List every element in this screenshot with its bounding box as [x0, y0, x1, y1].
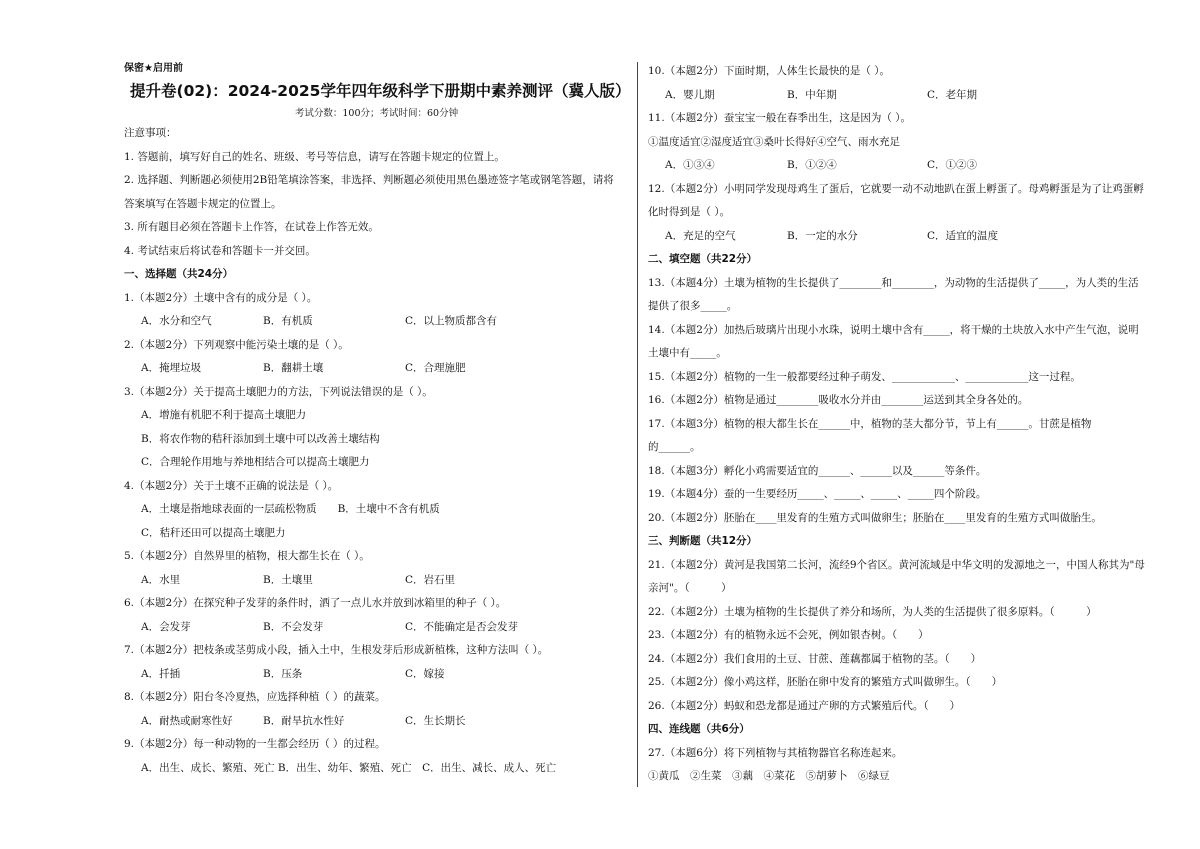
judge-line: 21.（本题2分）黄河是我国第二长河，流经9个省区。黄河流域是中华文明的发源地之一，中国人称其为"母	[648, 558, 1145, 571]
question-12: 12.（本题2分）小明同学发现母鸡生了蛋后，它就要一动不动地趴在蛋上孵蛋了。母鸡孵蛋是为了让鸡蛋孵	[648, 182, 1144, 195]
option-c: C．合理轮作用地与养地相结合可以提高土壤肥力	[141, 456, 370, 468]
question-6-options	[124, 616, 629, 640]
question-10: 10.（本题2分）下面时期，人体生长最快的是（ ）。	[648, 65, 890, 77]
question-9-options: A．出生、成长、繁殖、死亡 B．出生、幼年、繁殖、死亡 C．出生、减长、成人、死亡	[141, 761, 557, 774]
option-c: C．以上物质都含有	[405, 315, 498, 327]
question-12-options	[648, 225, 1163, 249]
judge-line: 25.（本题2分）像小鸡这样，胚胎在卵中发育的繁殖方式叫做卵生。（ ）	[648, 676, 1003, 688]
option-a: A．扦插	[141, 667, 181, 680]
option-b: B．耐旱抗水性好	[263, 714, 345, 727]
question-27: 27.（本题6分）将下列植物与其植物器官名称连起来。	[648, 746, 903, 759]
confidential-label: 保密★启用前	[124, 63, 183, 74]
judge-line: 24.（本题2分）我们食用的土豆、甘蔗、莲藕都属于植物的茎。（ ）	[648, 652, 982, 665]
fill-line: 提供了很多_____。	[648, 300, 738, 312]
option-a: A．耐热或耐寒性好	[141, 714, 233, 727]
option-c: C．嫁接	[405, 667, 445, 680]
fill-line: 18.（本题3分）孵化小鸡需要适宜的______、______以及______等条件。	[648, 464, 987, 477]
fill-line: 土壤中有_____。	[648, 347, 727, 359]
note-item: 答案填写在答题卡规定的位置上。	[124, 197, 282, 210]
question-2: 2.（本题2分）下列观察中能污染土壤的是（ ）。	[124, 338, 349, 351]
option-c: C．生长期长	[405, 714, 466, 727]
option-b: B．一定的水分	[787, 229, 858, 242]
option-a: A．水里	[141, 573, 181, 586]
fill-line: 16.（本题2分）植物是通过________吸收水分并由________运送到其全身各处的。	[648, 394, 1029, 406]
question-4-options-line2: C．秸秆还田可以提高土壤肥力	[141, 526, 286, 539]
left-column	[124, 60, 629, 780]
exam-title: 提升卷(02)：2024-2025学年四年级科学下册期中素养测评（冀人版）	[130, 82, 631, 100]
note-item: 1. 答题前，填写好自己的姓名、班级、考号等信息，请写在答题卡规定的位置上。	[124, 150, 505, 163]
option-a: A．会发芽	[141, 620, 191, 633]
question-11: 11.（本题2分）蚕宝宝一般在春季出生，这是因为（ ）。	[648, 112, 911, 124]
note-item: 4. 考试结束后将试卷和答题卡一并交回。	[124, 244, 316, 257]
question-3: 3.（本题2分）关于提高土壤肥力的方法，下列说法错误的是（ ）。	[124, 385, 433, 398]
fill-line: 19.（本题4分）蚕的一生要经历_____、_____、_____、_____四个阶段。	[648, 488, 987, 500]
option-c: C．适宜的温度	[927, 229, 999, 242]
section-heading-fill: 二、填空题（共22分）	[648, 253, 758, 265]
option-a: A．充足的空气	[665, 229, 736, 242]
option-c: C．①②③	[927, 159, 978, 171]
question-4: 4.（本题2分）关于土壤不正确的说法是（ ）。	[124, 479, 339, 492]
question-2-options	[124, 357, 629, 381]
question-5-options	[124, 569, 629, 593]
question-9: 9.（本题2分）每一种动物的一生都会经历（ ）的过程。	[124, 738, 386, 750]
question-4-options-line1: A．土壤是指地球表面的一层疏松物质 B．土壤中不含有机质	[141, 503, 440, 515]
judge-line: 22.（本题2分）土壤为植物的生长提供了养分和场所，为人类的生活提供了很多原料。（ ）	[648, 605, 1097, 618]
question-7-options	[124, 663, 629, 687]
matching-items: ①黄瓜 ②生菜 ③藕 ④菜花 ⑤胡萝卜 ⑥绿豆	[648, 770, 890, 782]
option-b: B．翻耕土壤	[263, 362, 324, 374]
question-5: 5.（本题2分）自然界里的植物，根大都生长在（ ）。	[124, 550, 370, 562]
right-column	[648, 60, 1163, 789]
section-heading-judge: 三、判断题（共12分）	[648, 535, 758, 547]
judge-line: 23.（本题2分）有的植物永远不会死，例如银杏树。（ ）	[648, 629, 929, 641]
option-a: A．增施有机肥不利于提高土壤肥力	[141, 409, 307, 421]
option-c: C．合理施肥	[405, 362, 466, 374]
judge-line: 亲河"。（ ）	[648, 582, 732, 594]
fill-line: 20.（本题2分）胚胎在____里发育的生殖方式叫做卵生；胚胎在____里发育的生殖方式叫做胎生。	[648, 511, 1102, 524]
option-b: B．土壤里	[263, 573, 313, 586]
question-1: 1.（本题2分）土壤中含有的成分是（ ）。	[124, 291, 318, 304]
fill-line: 17.（本题3分）植物的根大都生长在______中，植物的茎大都分节，节上有______。甘蔗是植物	[648, 417, 1092, 430]
score-info: 考试分数：100分；考试时间：60分钟	[294, 108, 459, 119]
fill-line: 15.（本题2分）植物的一生一般都要经过种子萌发、____________、____________这一过程。	[648, 370, 1081, 383]
option-b: B．不会发芽	[263, 620, 324, 633]
option-a: A．掩埋垃圾	[141, 362, 202, 374]
option-a: A．①③④	[665, 159, 715, 171]
judge-line: 26.（本题2分）蚂蚁和恐龙都是通过产卵的方式繁殖后代。（ ）	[648, 699, 961, 712]
question-8-options	[124, 710, 629, 734]
option-b: B．中年期	[787, 88, 837, 101]
notes-heading: 注意事项：	[124, 127, 177, 139]
option-c: C．老年期	[927, 88, 978, 101]
question-10-options	[648, 84, 1163, 108]
section-heading-matching: 四、连线题（共6分）	[648, 723, 750, 735]
note-item: 3. 所有题目必须在答题卡上作答，在试卷上作答无效。	[124, 221, 379, 233]
option-a: A．水分和空气	[141, 315, 212, 327]
question-7: 7.（本题2分）把枝条或茎剪成小段，插入土中，生根发芽后形成新植株，这种方法叫（ ）。	[124, 644, 549, 656]
column-divider	[637, 62, 638, 787]
question-12-cont: 化时得到是（ ）。	[648, 206, 731, 218]
option-b: B．①②④	[787, 159, 837, 171]
option-b: B．有机质	[263, 315, 313, 327]
question-11-options	[648, 154, 1163, 178]
option-a: A．婴儿期	[665, 88, 715, 101]
note-item: 2. 选择题、判断题必须使用2B铅笔填涂答案，非选择、判断题必须使用黑色墨迹签字笔或钢笔答题，请将	[124, 174, 614, 186]
question-8: 8.（本题2分）阳台冬冷夏热，应选择种植（ ）的蔬菜。	[124, 691, 386, 703]
fill-line: 13.（本题4分）土壤为植物的生长提供了________和________，为动物的生活提供了_____，为人类的生活	[648, 276, 1139, 289]
question-11-conditions: ①温度适宜②湿度适宜③桑叶长得好④空气、雨水充足	[648, 135, 900, 148]
fill-line: 14.（本题2分）加热后玻璃片出现小水珠，说明土壤中含有_____，将干燥的土块放入水中产生气泡，说明	[648, 323, 1139, 336]
question-6: 6.（本题2分）在探究种子发芽的条件时，洒了一点儿水并放到冰箱里的种子（ ）。	[124, 597, 507, 609]
option-b: B．将农作物的秸秆添加到土壤中可以改善土壤结构	[141, 432, 380, 445]
option-b: B．压条	[263, 667, 303, 680]
section-heading-choice: 一、选择题（共24分）	[124, 268, 234, 280]
option-c: C．不能确定是否会发芽	[405, 620, 519, 633]
option-c: C．岩石里	[405, 573, 456, 586]
question-1-options	[124, 310, 629, 334]
fill-line: 的______。	[648, 441, 701, 453]
